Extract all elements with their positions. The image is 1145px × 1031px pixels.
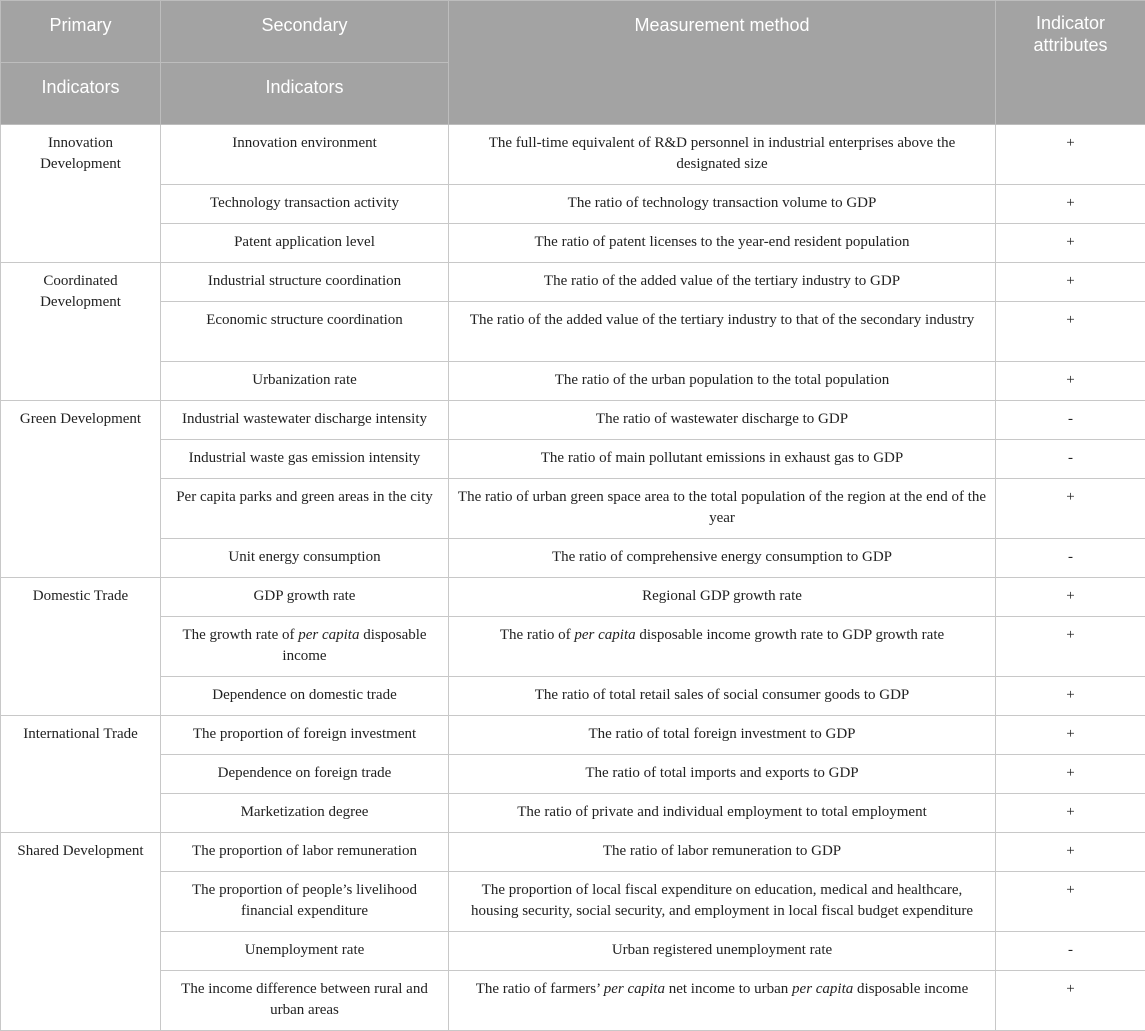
header-attr-line1: Indicator bbox=[1036, 13, 1105, 33]
secondary-indicator-cell: Per capita parks and green areas in the city bbox=[161, 479, 449, 539]
table-row bbox=[1, 362, 1145, 401]
secondary-indicator-cell: The proportion of labor remuneration bbox=[161, 833, 449, 872]
header-attr-line2: attributes bbox=[1033, 35, 1107, 55]
measurement-method-cell: The ratio of main pollutant emissions in exhaust gas to GDP bbox=[449, 440, 996, 479]
indicator-attribute-cell: + bbox=[996, 362, 1145, 401]
secondary-indicator-cell: The income difference between rural and urban areas bbox=[161, 971, 449, 1031]
secondary-indicator-cell bbox=[161, 617, 449, 677]
measurement-method-cell: The ratio of the urban population to the total population bbox=[449, 362, 996, 401]
secondary-indicator-cell: Dependence on domestic trade bbox=[161, 677, 449, 716]
table-row bbox=[1, 185, 1145, 224]
table-row bbox=[1, 263, 1145, 302]
table-header bbox=[1, 1, 1145, 125]
primary-indicator-cell: Green Development bbox=[1, 401, 161, 578]
table-row bbox=[1, 224, 1145, 263]
indicator-attribute-cell: + bbox=[996, 617, 1145, 677]
table-row bbox=[1, 617, 1145, 677]
secondary-text-part: disposable income bbox=[282, 627, 426, 664]
table-row bbox=[1, 971, 1145, 1031]
measurement-method-cell: The ratio of labor remuneration to GDP bbox=[449, 833, 996, 872]
table-row bbox=[1, 479, 1145, 539]
indicator-attribute-cell: + bbox=[996, 185, 1145, 224]
secondary-indicator-cell: The proportion of people’s livelihood financial expenditure bbox=[161, 872, 449, 932]
indicator-attribute-cell: - bbox=[996, 401, 1145, 440]
indicator-attribute-cell: + bbox=[996, 794, 1145, 833]
measurement-method-cell: The ratio of urban green space area to the total population of the region at the end of the year bbox=[449, 479, 996, 539]
primary-indicator-cell: Shared Development bbox=[1, 833, 161, 1031]
indicator-attribute-cell: + bbox=[996, 578, 1145, 617]
header-measurement-method: Measurement method bbox=[449, 1, 996, 125]
table-row bbox=[1, 872, 1145, 932]
method-text-part: per capita bbox=[604, 981, 665, 997]
indicator-attribute-cell: - bbox=[996, 932, 1145, 971]
method-text-part: The ratio of bbox=[500, 627, 575, 643]
secondary-indicator-cell: Economic structure coordination bbox=[161, 302, 449, 362]
table-row bbox=[1, 833, 1145, 872]
table-body bbox=[1, 125, 1145, 1031]
secondary-indicator-cell: GDP growth rate bbox=[161, 578, 449, 617]
indicator-attribute-cell: + bbox=[996, 125, 1145, 185]
primary-indicator-cell: International Trade bbox=[1, 716, 161, 833]
indicator-attribute-cell: + bbox=[996, 677, 1145, 716]
secondary-indicator-cell: Dependence on foreign trade bbox=[161, 755, 449, 794]
secondary-indicator-cell: Industrial wastewater discharge intensity bbox=[161, 401, 449, 440]
method-text-part: per capita bbox=[574, 627, 635, 643]
secondary-indicator-cell: Unit energy consumption bbox=[161, 539, 449, 578]
secondary-text-part: per capita bbox=[298, 627, 359, 643]
measurement-method-cell: Regional GDP growth rate bbox=[449, 578, 996, 617]
secondary-text-part: The growth rate of bbox=[182, 627, 298, 643]
measurement-method-cell: The ratio of total foreign investment to GDP bbox=[449, 716, 996, 755]
header-indicator-attributes bbox=[996, 1, 1145, 125]
primary-indicator-cell: Coordinated Development bbox=[1, 263, 161, 401]
measurement-method-cell: The full-time equivalent of R&D personnel in industrial enterprises above the designated size bbox=[449, 125, 996, 185]
measurement-method-cell: The ratio of private and individual employment to total employment bbox=[449, 794, 996, 833]
secondary-indicator-cell: Industrial structure coordination bbox=[161, 263, 449, 302]
measurement-method-cell: The ratio of wastewater discharge to GDP bbox=[449, 401, 996, 440]
measurement-method-cell: The ratio of patent licenses to the year-end resident population bbox=[449, 224, 996, 263]
indicator-attribute-cell: + bbox=[996, 479, 1145, 539]
method-text-part: The ratio of farmers’ bbox=[476, 981, 604, 997]
measurement-method-cell: The ratio of the added value of the tertiary industry to that of the secondary industry bbox=[449, 302, 996, 362]
primary-indicator-cell: Domestic Trade bbox=[1, 578, 161, 716]
secondary-indicator-cell: Patent application level bbox=[161, 224, 449, 263]
secondary-indicator-cell: The proportion of foreign investment bbox=[161, 716, 449, 755]
method-text-part: disposable income growth rate to GDP growth rate bbox=[636, 627, 945, 643]
table-row bbox=[1, 302, 1145, 362]
measurement-method-cell: The ratio of total imports and exports to GDP bbox=[449, 755, 996, 794]
measurement-method-cell: The ratio of technology transaction volume to GDP bbox=[449, 185, 996, 224]
table-row bbox=[1, 794, 1145, 833]
measurement-method-cell: The ratio of the added value of the tertiary industry to GDP bbox=[449, 263, 996, 302]
indicator-attribute-cell: + bbox=[996, 833, 1145, 872]
measurement-method-cell: The proportion of local fiscal expenditure on education, medical and healthcare, housing security, social security, and employment in local fiscal budget expenditure bbox=[449, 872, 996, 932]
table-row bbox=[1, 401, 1145, 440]
secondary-indicator-cell: Unemployment rate bbox=[161, 932, 449, 971]
measurement-method-cell: The ratio of total retail sales of social consumer goods to GDP bbox=[449, 677, 996, 716]
indicator-attribute-cell: + bbox=[996, 716, 1145, 755]
indicator-attribute-cell: + bbox=[996, 263, 1145, 302]
measurement-method-cell bbox=[449, 971, 996, 1031]
indicator-attribute-cell: + bbox=[996, 971, 1145, 1031]
measurement-method-cell: The ratio of comprehensive energy consumption to GDP bbox=[449, 539, 996, 578]
method-text-part: disposable income bbox=[853, 981, 968, 997]
secondary-indicator-cell: Innovation environment bbox=[161, 125, 449, 185]
table-row bbox=[1, 578, 1145, 617]
measurement-method-cell: Urban registered unemployment rate bbox=[449, 932, 996, 971]
indicator-attribute-cell: + bbox=[996, 755, 1145, 794]
measurement-method-cell bbox=[449, 617, 996, 677]
indicator-attribute-cell: + bbox=[996, 872, 1145, 932]
indicator-attribute-cell: - bbox=[996, 440, 1145, 479]
header-primary: Primary bbox=[1, 1, 161, 63]
secondary-indicator-cell: Marketization degree bbox=[161, 794, 449, 833]
secondary-indicator-cell: Industrial waste gas emission intensity bbox=[161, 440, 449, 479]
table-row bbox=[1, 440, 1145, 479]
secondary-indicator-cell: Technology transaction activity bbox=[161, 185, 449, 224]
method-text-part: net income to urban bbox=[665, 981, 792, 997]
secondary-indicator-cell: Urbanization rate bbox=[161, 362, 449, 401]
indicator-attribute-cell: + bbox=[996, 224, 1145, 263]
header-secondary: Secondary bbox=[161, 1, 449, 63]
primary-indicator-cell: Innovation Development bbox=[1, 125, 161, 263]
table-row bbox=[1, 539, 1145, 578]
indicator-attribute-cell: - bbox=[996, 539, 1145, 578]
table-row bbox=[1, 755, 1145, 794]
header-primary-sub: Indicators bbox=[1, 63, 161, 125]
header-secondary-sub: Indicators bbox=[161, 63, 449, 125]
table-row bbox=[1, 932, 1145, 971]
indicator-attribute-cell: + bbox=[996, 302, 1145, 362]
table-row bbox=[1, 716, 1145, 755]
table-row bbox=[1, 677, 1145, 716]
table-row bbox=[1, 125, 1145, 185]
method-text-part: per capita bbox=[792, 981, 853, 997]
